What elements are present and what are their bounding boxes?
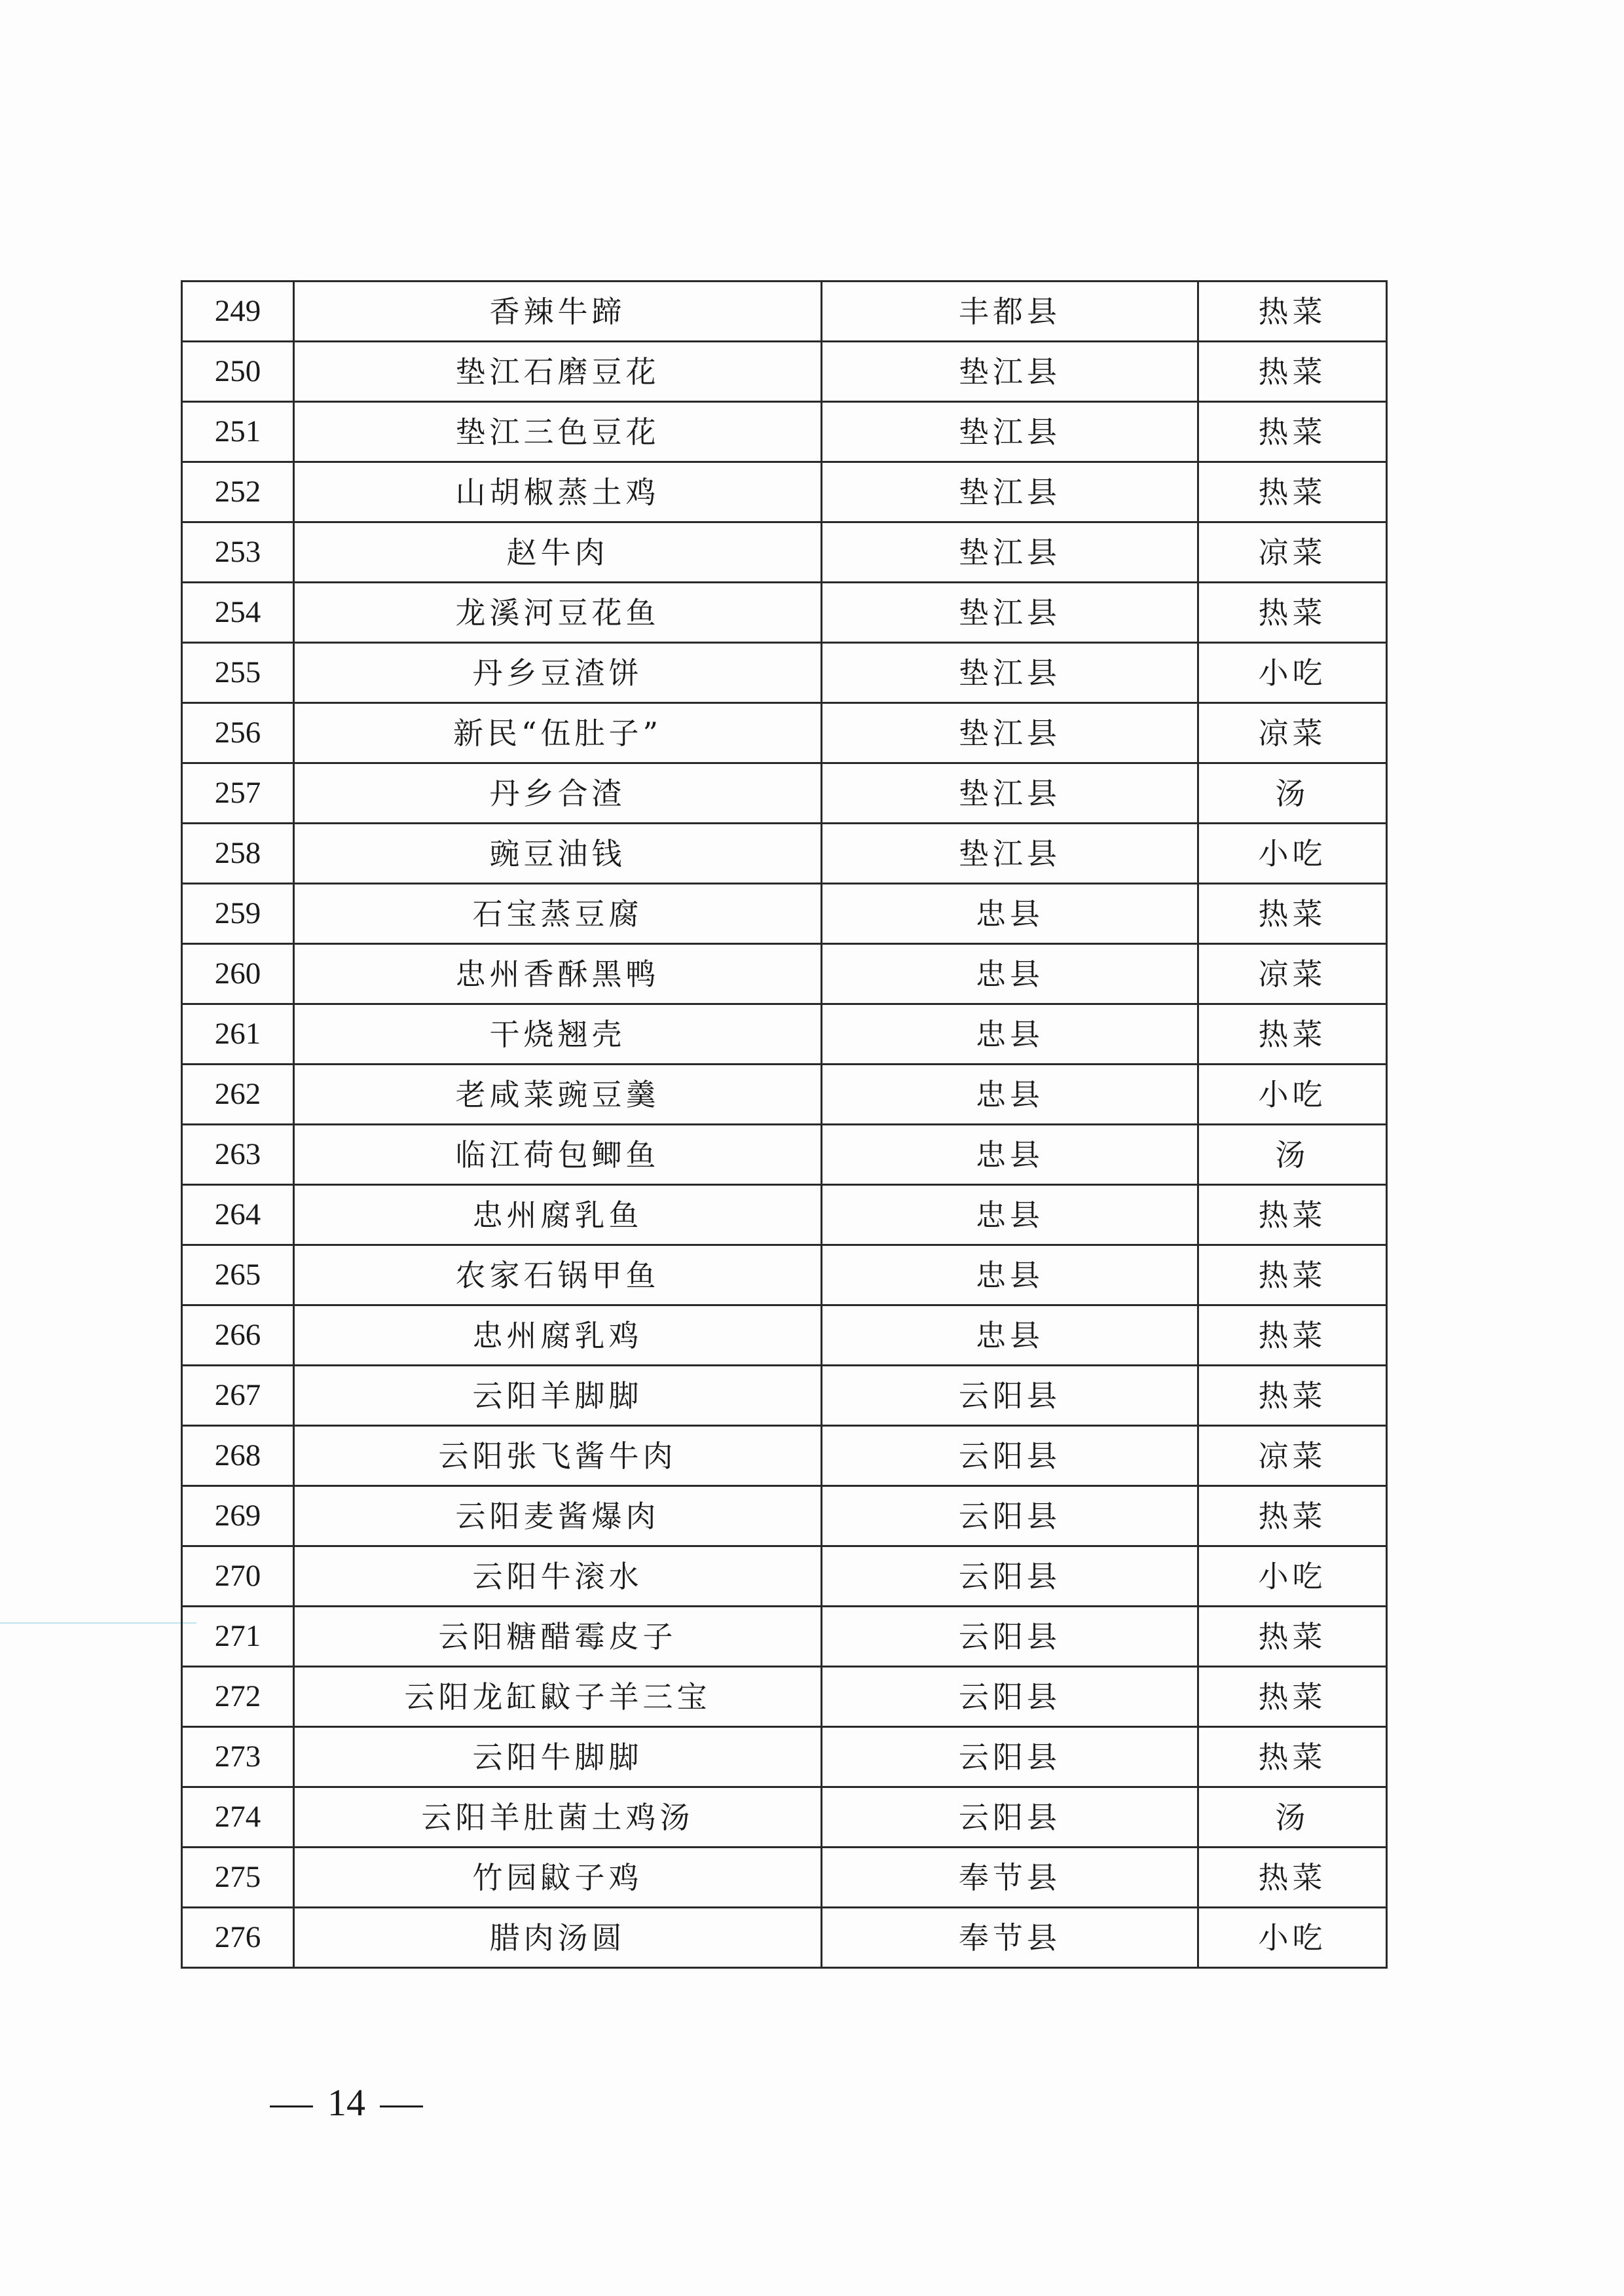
county-name: 云阳县: [822, 1667, 1198, 1727]
row-number: 269: [182, 1486, 294, 1546]
dish-type: 热菜: [1198, 342, 1387, 402]
table-row: [182, 1546, 1387, 1607]
row-number: 276: [182, 1908, 294, 1968]
county-name: 垫江县: [822, 342, 1198, 402]
table-row: [182, 643, 1387, 703]
row-number: 255: [182, 643, 294, 703]
table-row: [182, 1908, 1387, 1968]
county-name: 云阳县: [822, 1366, 1198, 1426]
table-row: [182, 1366, 1387, 1426]
row-number: 270: [182, 1546, 294, 1607]
row-number: 274: [182, 1787, 294, 1848]
row-number: 249: [182, 282, 294, 342]
county-name: 忠县: [822, 1245, 1198, 1305]
dish-type: 小吃: [1198, 1908, 1387, 1968]
table-row: [182, 1607, 1387, 1667]
table-row: [182, 1125, 1387, 1185]
scan-artifact-line: [0, 1622, 196, 1624]
row-number: 275: [182, 1848, 294, 1908]
county-name: 忠县: [822, 1305, 1198, 1366]
row-number: 264: [182, 1185, 294, 1245]
county-name: 云阳县: [822, 1426, 1198, 1486]
dish-name: 忠州香酥黑鸭: [294, 944, 822, 1004]
county-name: 垫江县: [822, 522, 1198, 583]
dish-type: 热菜: [1198, 1245, 1387, 1305]
dish-type: 凉菜: [1198, 522, 1387, 583]
row-number: 252: [182, 462, 294, 522]
table-body: [182, 282, 1387, 1968]
dish-type: 热菜: [1198, 884, 1387, 944]
table-row: [182, 1305, 1387, 1366]
table-row: [182, 1004, 1387, 1065]
table-row: [182, 824, 1387, 884]
county-name: 奉节县: [822, 1848, 1198, 1908]
dish-name: 垫江石磨豆花: [294, 342, 822, 402]
table-row: [182, 402, 1387, 462]
row-number: 254: [182, 583, 294, 643]
table-row: [182, 1727, 1387, 1787]
dish-type: 凉菜: [1198, 1426, 1387, 1486]
row-number: 261: [182, 1004, 294, 1065]
dish-name: 赵牛肉: [294, 522, 822, 583]
row-number: 265: [182, 1245, 294, 1305]
dish-type: 热菜: [1198, 1185, 1387, 1245]
dish-name: 忠州腐乳鸡: [294, 1305, 822, 1366]
dish-type: 热菜: [1198, 1667, 1387, 1727]
county-name: 云阳县: [822, 1787, 1198, 1848]
dish-type: 小吃: [1198, 824, 1387, 884]
dish-type: 热菜: [1198, 1848, 1387, 1908]
dish-type: 热菜: [1198, 1486, 1387, 1546]
row-number: 273: [182, 1727, 294, 1787]
dish-table: [181, 280, 1388, 1969]
dish-name: 云阳张飞酱牛肉: [294, 1426, 822, 1486]
row-number: 258: [182, 824, 294, 884]
county-name: 忠县: [822, 1065, 1198, 1125]
dish-type: 小吃: [1198, 643, 1387, 703]
page-number-dash-right: [380, 2105, 423, 2107]
county-name: 忠县: [822, 944, 1198, 1004]
county-name: 垫江县: [822, 703, 1198, 763]
row-number: 259: [182, 884, 294, 944]
row-number: 256: [182, 703, 294, 763]
dish-name: 香辣牛蹄: [294, 282, 822, 342]
row-number: 272: [182, 1667, 294, 1727]
county-name: 垫江县: [822, 824, 1198, 884]
county-name: 云阳县: [822, 1727, 1198, 1787]
table-row: [182, 1185, 1387, 1245]
county-name: 丰都县: [822, 282, 1198, 342]
table-row: [182, 1848, 1387, 1908]
dish-name: 云阳牛滚水: [294, 1546, 822, 1607]
dish-type: 热菜: [1198, 1366, 1387, 1426]
dish-name: 新民“伍肚子”: [294, 703, 822, 763]
dish-name: 忠州腐乳鱼: [294, 1185, 822, 1245]
row-number: 257: [182, 763, 294, 824]
county-name: 忠县: [822, 1185, 1198, 1245]
county-name: 垫江县: [822, 462, 1198, 522]
dish-type: 热菜: [1198, 1727, 1387, 1787]
dish-name: 云阳牛脚脚: [294, 1727, 822, 1787]
dish-name: 农家石锅甲鱼: [294, 1245, 822, 1305]
dish-type: 汤: [1198, 763, 1387, 824]
county-name: 垫江县: [822, 643, 1198, 703]
county-name: 云阳县: [822, 1546, 1198, 1607]
dish-type: 小吃: [1198, 1546, 1387, 1607]
dish-name: 丹乡豆渣饼: [294, 643, 822, 703]
dish-type: 热菜: [1198, 583, 1387, 643]
county-name: 忠县: [822, 1125, 1198, 1185]
table-row: [182, 763, 1387, 824]
county-name: 忠县: [822, 884, 1198, 944]
dish-name: 龙溪河豆花鱼: [294, 583, 822, 643]
county-name: 垫江县: [822, 402, 1198, 462]
table-row: [182, 1667, 1387, 1727]
table-row: [182, 462, 1387, 522]
dish-name: 竹园鼤子鸡: [294, 1848, 822, 1908]
row-number: 267: [182, 1366, 294, 1426]
dish-name: 临江荷包鲫鱼: [294, 1125, 822, 1185]
row-number: 266: [182, 1305, 294, 1366]
row-number: 263: [182, 1125, 294, 1185]
dish-type: 热菜: [1198, 402, 1387, 462]
dish-name: 云阳糖醋霉皮子: [294, 1607, 822, 1667]
row-number: 271: [182, 1607, 294, 1667]
row-number: 268: [182, 1426, 294, 1486]
row-number: 253: [182, 522, 294, 583]
table-row: [182, 1787, 1387, 1848]
table-row: [182, 944, 1387, 1004]
dish-name: 丹乡合渣: [294, 763, 822, 824]
table-row: [182, 342, 1387, 402]
table-row: [182, 884, 1387, 944]
table-row: [182, 703, 1387, 763]
page-number-value: 14: [327, 2081, 365, 2124]
dish-type: 凉菜: [1198, 703, 1387, 763]
row-number: 260: [182, 944, 294, 1004]
dish-name: 老咸菜豌豆羹: [294, 1065, 822, 1125]
county-name: 奉节县: [822, 1908, 1198, 1968]
dish-type: 热菜: [1198, 462, 1387, 522]
county-name: 忠县: [822, 1004, 1198, 1065]
county-name: 垫江县: [822, 763, 1198, 824]
dish-name: 垫江三色豆花: [294, 402, 822, 462]
page-number: [255, 2081, 437, 2124]
table-row: [182, 522, 1387, 583]
dish-name: 豌豆油钱: [294, 824, 822, 884]
dish-name: 云阳羊脚脚: [294, 1366, 822, 1426]
table-row: [182, 282, 1387, 342]
dish-name: 山胡椒蒸土鸡: [294, 462, 822, 522]
page-number-dash-left: [270, 2105, 313, 2107]
dish-type: 热菜: [1198, 282, 1387, 342]
dish-name: 腊肉汤圆: [294, 1908, 822, 1968]
dish-name: 云阳麦酱爆肉: [294, 1486, 822, 1546]
dish-type: 小吃: [1198, 1065, 1387, 1125]
row-number: 250: [182, 342, 294, 402]
dish-type: 凉菜: [1198, 944, 1387, 1004]
dish-name: 云阳羊肚菌土鸡汤: [294, 1787, 822, 1848]
dish-type: 热菜: [1198, 1305, 1387, 1366]
dish-type: 热菜: [1198, 1004, 1387, 1065]
dish-type: 热菜: [1198, 1607, 1387, 1667]
dish-type: 汤: [1198, 1787, 1387, 1848]
table-row: [182, 1065, 1387, 1125]
dish-name: 干烧翘壳: [294, 1004, 822, 1065]
dish-name: 石宝蒸豆腐: [294, 884, 822, 944]
row-number: 262: [182, 1065, 294, 1125]
county-name: 垫江县: [822, 583, 1198, 643]
table-row: [182, 583, 1387, 643]
dish-name: 云阳龙缸鼤子羊三宝: [294, 1667, 822, 1727]
county-name: 云阳县: [822, 1486, 1198, 1546]
table-row: [182, 1245, 1387, 1305]
table-row: [182, 1426, 1387, 1486]
county-name: 云阳县: [822, 1607, 1198, 1667]
table-row: [182, 1486, 1387, 1546]
dish-type: 汤: [1198, 1125, 1387, 1185]
row-number: 251: [182, 402, 294, 462]
